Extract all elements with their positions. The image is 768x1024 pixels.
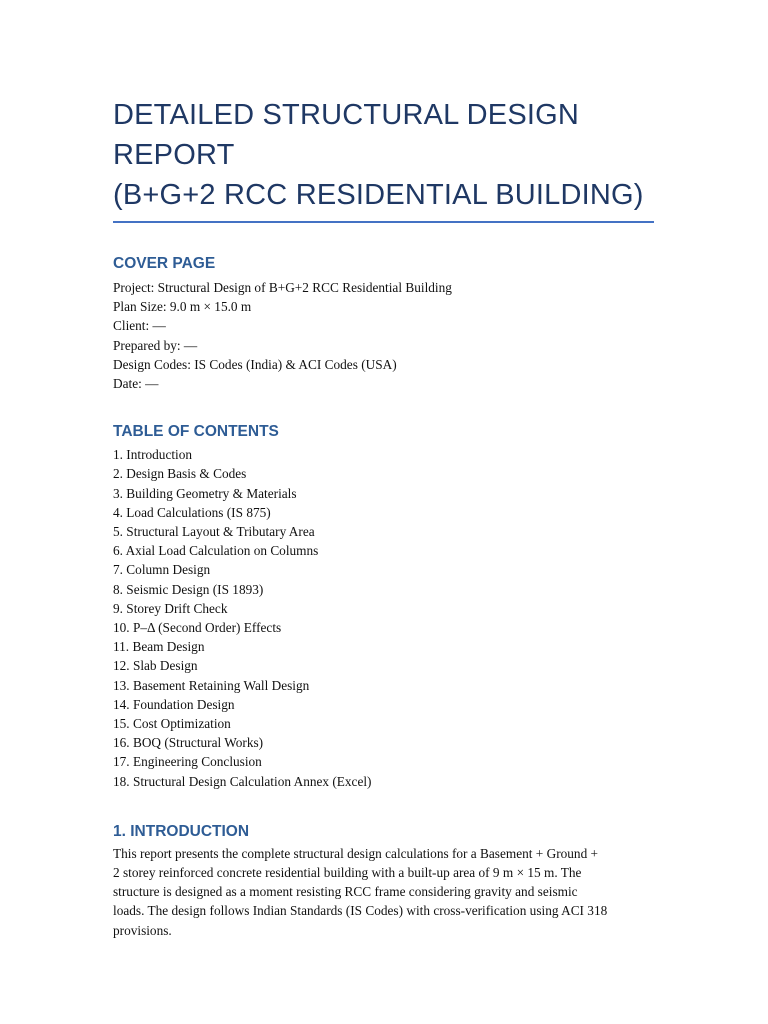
toc-item: 9. Storey Drift Check (113, 600, 228, 616)
toc-list (113, 445, 658, 791)
toc-item: 10. P–Δ (Second Order) Effects (113, 620, 282, 636)
introduction-line: provisions. (113, 922, 172, 938)
title-underline (113, 221, 654, 223)
report-title-line-1: DETAILED STRUCTURAL DESIGN REPORT (113, 99, 580, 171)
toc-item: 1. Introduction (113, 447, 193, 463)
report-page (113, 0, 658, 940)
toc-item: 4. Load Calculations (IS 875) (113, 504, 271, 520)
cover-client-line: Client: — (113, 318, 166, 334)
toc-item: 14. Foundation Design (113, 696, 235, 712)
introduction-line: 2 storey reinforced concrete residential building with a built-up area of 9 m × 15 m. The (113, 865, 582, 881)
report-title-line-2: (B+G+2 RCC RESIDENTIAL BUILDING) (113, 179, 644, 211)
introduction-heading: 1. INTRODUCTION (113, 822, 250, 840)
introduction-paragraph (113, 844, 658, 940)
toc-item: 5. Structural Layout & Tributary Area (113, 524, 315, 540)
toc-item: 7. Column Design (113, 562, 211, 578)
cover-project-line: Project: Structural Design of B+G+2 RCC Residential Building (113, 280, 452, 295)
toc-item: 15. Cost Optimization (113, 716, 231, 732)
toc-item: 3. Building Geometry & Materials (113, 485, 297, 501)
toc-item: 11. Beam Design (113, 639, 205, 655)
cover-page-details (113, 278, 658, 393)
toc-item: 6. Axial Load Calculation on Columns (113, 543, 319, 559)
introduction-line: structure is designed as a moment resisting RCC frame considering gravity and seismic (113, 884, 578, 900)
cover-date-line: Date: — (113, 376, 159, 392)
cover-plan-size-line: Plan Size: 9.0 m × 15.0 m (113, 299, 252, 315)
toc-item: 2. Design Basis & Codes (113, 466, 247, 482)
toc-item: 18. Structural Design Calculation Annex (Excel) (113, 773, 372, 789)
toc-item: 17. Engineering Conclusion (113, 754, 262, 770)
toc-item: 12. Slab Design (113, 658, 198, 674)
introduction-line: This report presents the complete structural design calculations for a Basement + Ground + (113, 845, 599, 861)
toc-item: 13. Basement Retaining Wall Design (113, 677, 310, 693)
cover-design-codes-line: Design Codes: IS Codes (India) & ACI Codes (USA) (113, 356, 397, 372)
toc-item: 16. BOQ (Structural Works) (113, 735, 264, 751)
toc-item: 8. Seismic Design (IS 1893) (113, 581, 264, 597)
introduction-line: loads. The design follows Indian Standards (IS Codes) with cross-verification using ACI 318 (113, 903, 608, 919)
toc-heading: TABLE OF CONTENTS (113, 423, 279, 441)
report-title (113, 0, 658, 215)
cover-page-heading: COVER PAGE (113, 255, 216, 272)
cover-prepared-by-line: Prepared by: — (113, 337, 198, 353)
